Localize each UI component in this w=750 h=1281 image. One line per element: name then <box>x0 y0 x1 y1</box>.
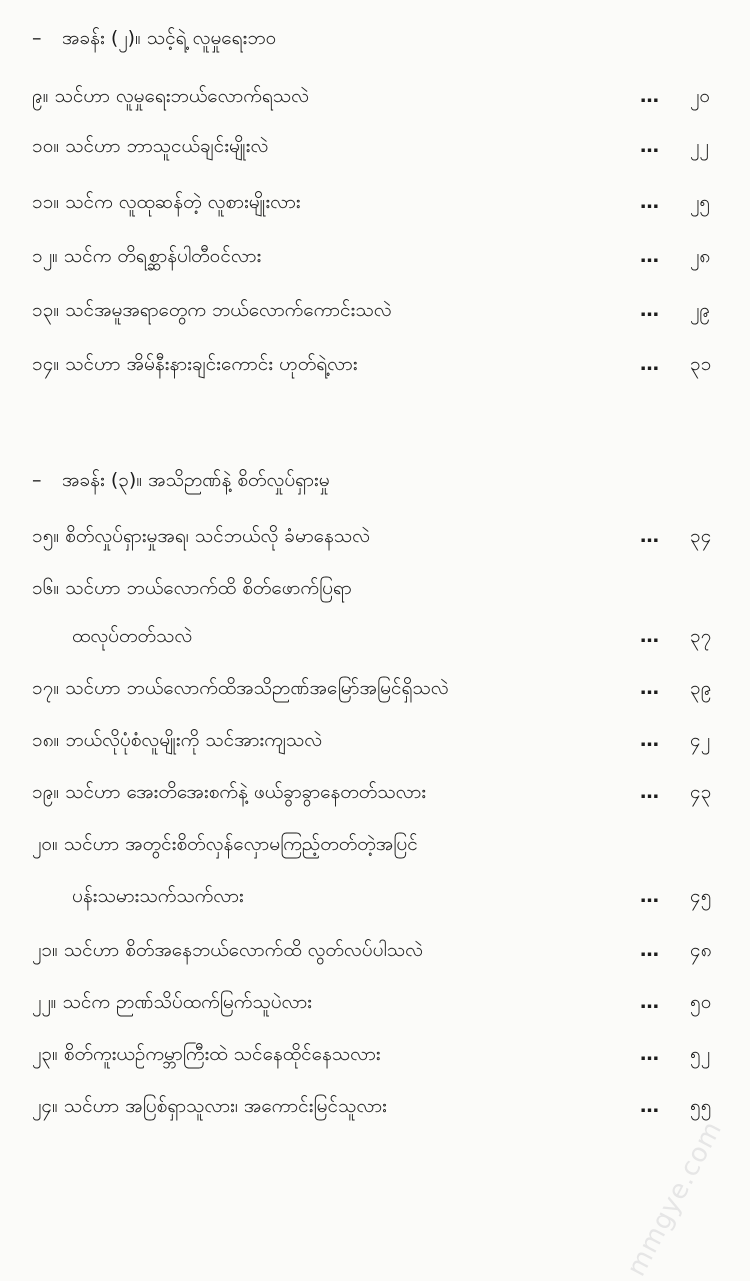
dot-leader: … <box>640 781 661 803</box>
dot-leader: … <box>640 85 661 107</box>
toc-entry[interactable] <box>0 290 750 330</box>
page-number: ၂၉ <box>690 299 711 321</box>
entry-title: ထလုပ်တတ်သလဲ <box>72 625 193 647</box>
entry-title: ၂၃။ စိတ်ကူးယဉ်ကမ္ဘာကြီးထဲ သင်နေထိုင်နေသလား <box>32 1043 381 1065</box>
entry-title: ၁၇။ သင်ဟာ ဘယ်လောက်ထိအသိဉာဏ်အမြော်အမြင်ရှိသလဲ <box>32 677 449 699</box>
toc-entry[interactable] <box>0 76 750 116</box>
entry-title: ၂၁။ သင်ဟာ စိတ်အနေဘယ်လောက်ထိ လွတ်လပ်ပါသလဲ <box>32 939 423 961</box>
entry-title: ၂၀။ သင်ဟာ အတွင်းစိတ်လှန်လှောမကြည့်တတ်တဲ့အပြင် <box>32 833 418 855</box>
dot-leader: … <box>640 353 661 375</box>
entry-title: ၁၀။ သင်ဟာ ဘာသူငယ်ချင်းမျိုးလဲ <box>32 135 269 157</box>
chapter-heading <box>0 460 750 500</box>
toc-entry[interactable] <box>0 982 750 1022</box>
dot-leader: … <box>640 1095 661 1117</box>
dot-leader: … <box>640 245 661 267</box>
entry-title: ပန်းသမားသက်သက်လား <box>72 885 244 907</box>
page-number: ၃၇ <box>690 625 712 647</box>
toc-entry[interactable] <box>0 516 750 556</box>
entry-title: ၁၆။ သင်ဟာ ဘယ်လောက်ထိ စိတ်ဖောက်ပြရာ <box>32 577 352 599</box>
toc-entry[interactable] <box>0 720 750 760</box>
entry-title: ၁၈။ ဘယ်လိုပုံစံလူမျိုးကို သင်အားကျသလဲ <box>32 729 323 751</box>
dot-leader: … <box>640 885 661 907</box>
heading-dash: – <box>32 469 42 491</box>
toc-entry[interactable] <box>0 344 750 384</box>
dot-leader: … <box>640 939 661 961</box>
entry-title: ၁၁။ သင်က လူထုဆန်တဲ့ လူစားမျိုးလား <box>32 191 301 213</box>
entry-title: ၉။ သင်ဟာ လူမှုရေးဘယ်လောက်ရသလဲ <box>32 85 309 107</box>
entry-title: ၂၄။ သင်ဟာ အပြစ်ရှာသူလား၊ အကောင်းမြင်သူလား <box>32 1095 387 1117</box>
toc-entry[interactable] <box>0 824 750 864</box>
page-number: ၂၂ <box>690 135 709 157</box>
toc-entry[interactable] <box>0 568 750 608</box>
entry-title: ၁၉။ သင်ဟာ အေးတိအေးစက်နဲ့ ဖယ်ခွာခွာနေတတ်သလား <box>32 781 427 803</box>
entry-title: ၂၂။ သင်က ဉာဏ်သိပ်ထက်မြက်သူပဲလား <box>32 991 312 1013</box>
heading-dash: – <box>32 27 42 49</box>
toc-entry[interactable] <box>0 182 750 222</box>
entry-title: ၁၄။ သင်ဟာ အိမ်နီးနားချင်းကောင်း ဟုတ်ရဲ့လား <box>32 353 358 375</box>
toc-entry-continuation[interactable] <box>0 876 750 916</box>
dot-leader: … <box>640 729 661 751</box>
page-number: ၂၈ <box>690 245 711 267</box>
toc-entry[interactable] <box>0 126 750 166</box>
entry-title: ၁၂။ သင်က တိရစ္ဆာန်ပါတီဝင်လား <box>32 245 262 267</box>
dot-leader: … <box>640 299 661 321</box>
chapter-heading <box>0 18 750 58</box>
page-number: ၅၅ <box>690 1095 712 1117</box>
dot-leader: … <box>640 135 661 157</box>
page-number: ၅၀ <box>690 991 712 1013</box>
chapter-title: အခန်း (၃)။ အသိဉာဏ်နဲ့ စိတ်လှုပ်ရှားမှု <box>62 469 330 491</box>
toc-entry[interactable] <box>0 930 750 970</box>
dot-leader: … <box>640 991 661 1013</box>
dot-leader: … <box>640 677 661 699</box>
watermark-text: mmgye.com <box>621 1115 728 1281</box>
toc-entry[interactable] <box>0 1086 750 1126</box>
toc-entry[interactable] <box>0 1034 750 1074</box>
entry-title: ၁၃။ သင်အမူအရာတွေက ဘယ်လောက်ကောင်းသလဲ <box>32 299 392 321</box>
toc-entry[interactable] <box>0 668 750 708</box>
entry-title: ၁၅။ စိတ်လှုပ်ရှားမှုအရ၊ သင်ဘယ်လို ခံမာနေသလဲ <box>32 525 370 547</box>
page-number: ၃၉ <box>690 677 712 699</box>
toc-entry[interactable] <box>0 236 750 276</box>
page-number: ၄၅ <box>690 885 712 907</box>
toc-entry-continuation[interactable] <box>0 616 750 656</box>
dot-leader: … <box>640 191 661 213</box>
dot-leader: … <box>640 1043 661 1065</box>
page-number: ၄၂ <box>690 729 711 751</box>
page-number: ၂၀ <box>690 85 711 107</box>
page-number: ၃၁ <box>690 353 712 375</box>
dot-leader: … <box>640 625 661 647</box>
toc-entry[interactable] <box>0 772 750 812</box>
page-number: ၄၃ <box>690 781 712 803</box>
dot-leader: … <box>640 525 661 547</box>
page-number: ၂၅ <box>690 191 711 213</box>
page-number: ၃၄ <box>690 525 712 547</box>
page-number: ၅၂ <box>690 1043 711 1065</box>
chapter-title: အခန်း (၂)။ သင့်ရဲ့ လူမှုရေးဘဝ <box>62 27 277 49</box>
page-number: ၄၈ <box>690 939 712 961</box>
